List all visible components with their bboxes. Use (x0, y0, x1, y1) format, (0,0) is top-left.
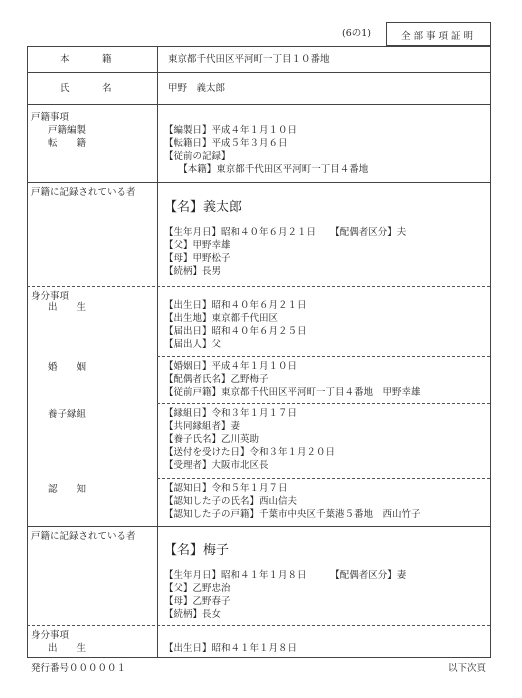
person-detail: 【続柄】長男 (164, 266, 222, 277)
record-line: 【出生地】東京都千代田区 (164, 313, 279, 324)
record-line: 【共同縁組者】妻 (164, 421, 241, 432)
record-line: 【縁組日】令和３年１月１７日 (164, 408, 298, 419)
dashed-divider (27, 286, 490, 287)
honseki-label: 本 籍 (60, 54, 113, 65)
dashed-divider (157, 356, 490, 357)
event-label: 認 知 (48, 484, 87, 495)
event-label: 婚 姻 (48, 362, 87, 373)
record-line: 【配偶者氏名】乙野梅子 (164, 374, 269, 385)
person-name: 【名】義太郎 (164, 200, 243, 215)
shimei-value: 甲野 義太郎 (168, 83, 226, 94)
mibun-jiko-title: 身分事項 (31, 630, 70, 641)
record-line: 【認知日】令和５年１月７日 (164, 483, 288, 494)
row-divider (27, 104, 490, 105)
record-line: 【届出人】父 (164, 339, 222, 350)
person-detail: 【父】甲野幸雄 (164, 240, 231, 251)
record-line: 【届出日】昭和４０年６月２５日 (164, 326, 307, 337)
person-detail: 【生年月日】昭和４０年６月２１日 【配偶者区分】夫 (164, 227, 407, 238)
column-divider (157, 46, 158, 657)
mibun-jiko-title: 身分事項 (31, 291, 70, 302)
row-divider (27, 72, 490, 73)
record-line: 【婚姻日】平成４年１月１０日 (164, 361, 298, 372)
person-detail: 【父】乙野忠治 (164, 583, 231, 594)
record-line: 【認知した子の戸籍】千葉市中央区千葉港５番地 西山竹子 (164, 509, 421, 520)
record-line: 【認知した子の氏名】西山信夫 (164, 496, 298, 507)
event-label: 出 生 (48, 302, 87, 313)
event-label: 転 籍 (48, 138, 87, 149)
shimei-label: 氏 名 (60, 83, 113, 94)
row-divider (27, 526, 490, 527)
certificate-title: 全部事項証明 (400, 31, 476, 42)
koseki-jiko-title: 戸籍事項 (31, 112, 70, 123)
record-line: 【編製日】平成４年１月１０日 (164, 125, 298, 136)
record-line: 【出生日】昭和４１年１月８日 (164, 643, 298, 654)
person-section-label: 戸籍に記録されている者 (31, 531, 136, 542)
record-line: 【従前の記録】 (164, 151, 231, 162)
record-line: 【出生日】昭和４０年６月２１日 (164, 300, 307, 311)
person-detail: 【母】甲野松子 (164, 253, 231, 264)
certificate-title-box (386, 22, 491, 46)
record-line: 【転籍日】平成５年３月６日 (164, 138, 288, 149)
event-label: 出 生 (48, 643, 87, 654)
dashed-divider (27, 625, 490, 626)
honseki-value: 東京都千代田区平河町一丁目１０番地 (168, 54, 330, 65)
record-line: 【養子氏名】乙川英助 (164, 434, 260, 445)
event-label: 養子縁組 (48, 409, 87, 420)
continued-note: 以下次頁 (448, 663, 487, 674)
issue-number: 発行番号０００００１ (31, 663, 127, 674)
record-line: 【送付を受けた日】令和３年１月２０日 (164, 447, 336, 458)
record-line: 【受理者】大阪市北区長 (164, 460, 269, 471)
event-label: 戸籍編製 (48, 125, 87, 136)
person-name: 【名】梅子 (164, 543, 230, 558)
person-detail: 【続柄】長女 (164, 609, 222, 620)
page-indicator: (6の1) (342, 28, 372, 39)
record-line: 【本籍】東京都千代田区平河町一丁目４番地 (164, 164, 369, 175)
person-section-label: 戸籍に記録されている者 (31, 187, 136, 198)
person-detail: 【母】乙野春子 (164, 596, 231, 607)
dashed-divider (157, 403, 490, 404)
person-detail: 【生年月日】昭和４１年１月８日 【配偶者区分】妻 (164, 570, 407, 581)
row-divider (27, 182, 490, 183)
record-line: 【従前戸籍】東京都千代田区平河町一丁目４番地 甲野幸雄 (164, 387, 421, 398)
dashed-divider (157, 478, 490, 479)
